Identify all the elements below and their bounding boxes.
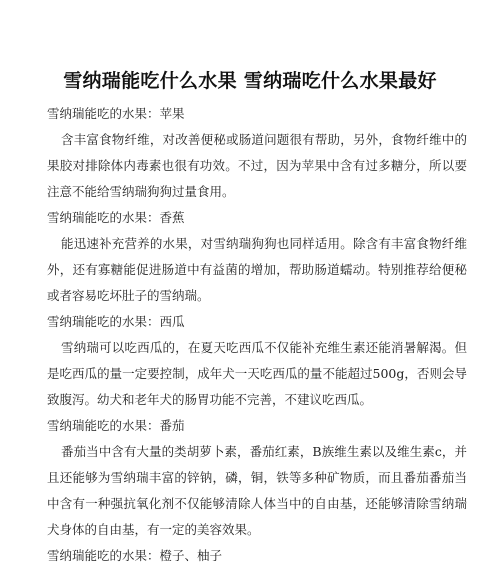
article-body	[47, 101, 467, 565]
article-title: 雪纳瑞能吃什么水果 雪纳瑞吃什么水果最好	[63, 70, 437, 92]
section-heading-banana: 雪纳瑞能吃的水果：香蕉	[47, 210, 185, 225]
section-text-tomato: 番茄当中含有大量的类胡萝卜素，番茄红素，B族维生素以及维生素c，并且还能够为雪纳瑞丰富的锌钠，磷，铜，铁等多种矿物质，而且番茄番茄当中含有一种强抗氧化剂不仅能够清除人体当中的自由基，还能够清除雪纳瑞犬身体的自由基，有一定的美容效果。	[47, 444, 467, 537]
section-heading-tomato: 雪纳瑞能吃的水果：番茄	[47, 418, 185, 433]
section-heading-orange-pomelo: 雪纳瑞能吃的水果：橙子、柚子	[47, 548, 223, 563]
section-text-apple: 含丰富食物纤维，对改善便秘或肠道问题很有帮助，另外，食物纤维中的果胶对排除体内毒素也很有功效。不过，因为苹果中含有过多糖分，所以要注意不能给雪纳瑞狗狗过量食用。	[47, 132, 467, 199]
section-heading-watermelon: 雪纳瑞能吃的水果：西瓜	[47, 314, 185, 329]
section-text-watermelon: 雪纳瑞可以吃西瓜的，在夏天吃西瓜不仅能补充维生素还能消暑解渴。但是吃西瓜的量一定要控制，成年犬一天吃西瓜的量不能超过500g，否则会导致腹泻。幼犬和老年犬的肠胃功能不完善，不建议吃西瓜。	[47, 340, 467, 407]
section-heading-apple: 雪纳瑞能吃的水果：苹果	[47, 106, 185, 121]
section-text-banana: 能迅速补充营养的水果，对雪纳瑞狗狗也同样适用。除含有丰富食物纤维外，还有寡糖能促进肠道中有益菌的增加，帮助肠道蠕动。特别推荐给便秘或者容易吃坏肚子的雪纳瑞。	[47, 236, 467, 303]
